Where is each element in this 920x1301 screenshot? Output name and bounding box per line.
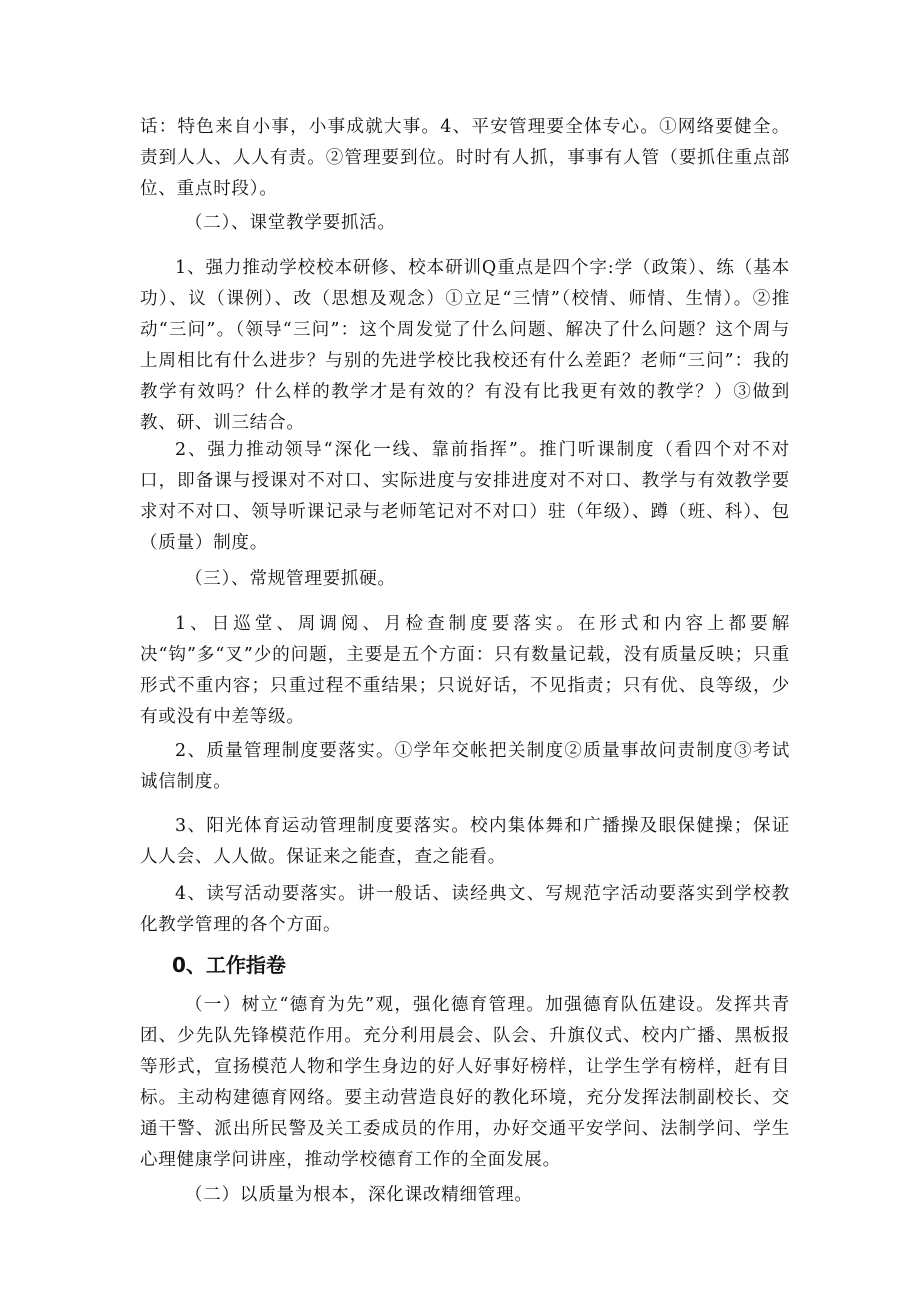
paragraph-safety-management: 话：特色来自小事，小事成就大事。4、平安管理要全体专心。①网络要健全。责到人人、人人有责。②管理要到位。时时有人抓，事事有人管（要抓住重点部位、重点时段）。 <box>140 117 790 199</box>
paragraph-sunshine-sports: 3、阳光体育运动管理制度要落实。校内集体舞和广播操及眼保健操；保证人人会、人人做。保证来之能查，查之能看。 <box>140 816 790 867</box>
section-heading-work-guide: 0、工作指卷 <box>172 953 286 977</box>
section-heading-routine-management: （三）、常规管理要抓硬。 <box>185 569 396 589</box>
paragraph-inspection-system: 1、日巡堂、周调阅、月检查制度要落实。在形式和内容上都要解决“钩”多“叉”少的问题，主要是五个方面：只有数量记载，没有质量反映；只重形式不重内容；只重过程不重结果；只说好话，不见指责；只有优、良等级，少有或没有中差等级。 <box>140 614 790 727</box>
paragraph-reading-writing: 4、读写活动要落实。讲一般话、读经典文、写规范字活动要落实到学校教化教学管理的各个方面。 <box>140 884 790 935</box>
paragraph-quality-fundamental: （二）以质量为根本，深化课改精细管理。 <box>185 1185 533 1205</box>
section-heading-classroom-teaching: （二）、课堂教学要抓活。 <box>185 213 396 233</box>
paragraph-moral-education: （一）树立“德育为先”观，强化德育管理。加强德育队伍建设。发挥共青团、少先队先锋模范作用。充分利用晨会、队会、升旗仪式、校内广播、黑板报等形式，宣扬模范人物和学生身边的好人好事好榜样，让学生学有榜样，赶有目标。主动构建德育网络。要主动营造良好的教化环境，充分发挥法制副校长、交通干警、派出所民警及关工委成员的作用，办好交通平安学问、法制学问、学生心理健康学问讲座，推动学校德育工作的全面发展。 <box>140 995 790 1170</box>
paragraph-quality-management: 2、质量管理制度要落实。①学年交帐把关制度②质量事故问责制度③考试诚信制度。 <box>140 741 790 792</box>
paragraph-leadership-frontline: 2、强力推动领导“深化一线、靠前指挥”。推门听课制度（看四个对不对口，即备课与授课对不对口、实际进度与安排进度对不对口、教学与有效教学要求对不对口、领导听课记录与老师笔记对不对口）驻（年级）、蹲（班、科）、包（质量）制度。 <box>140 440 790 553</box>
paragraph-school-research: 1、强力推动学校校本研修、校本研训Q重点是四个字:学（政策）、练（基本功）、议（课例）、改（思想及观念）①立足“三情”（校情、师情、生情）。②推动“三问”。（领导“三问”：这个周发觉了什么问题、解决了什么问题？这个周与上周相比有什么进步？与别的先进学校比我校还有什么差距？老师“三问”：我的教学有效吗？什么样的教学才是有效的？有没有比我更有效的教学？）③做到教、研、训三结合。 <box>140 258 790 433</box>
